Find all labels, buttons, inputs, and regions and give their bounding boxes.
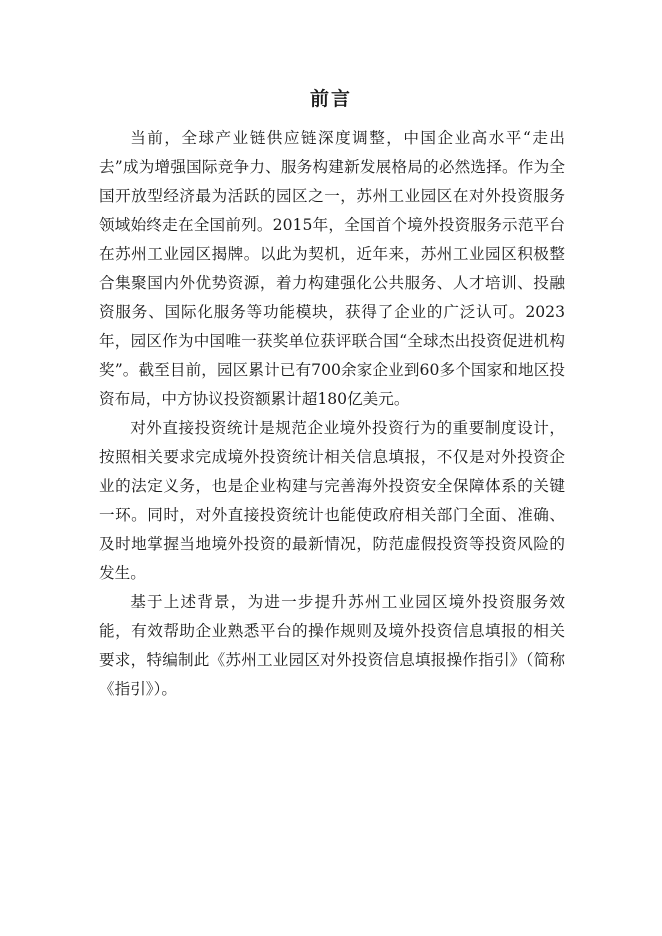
paragraph-3: 基于上述背景，为进一步提升苏州工业园区境外投资服务效能，有效帮助企业熟悉平台的操作规则及境外投资信息填报的相关要求，特编制此《苏州工业园区对外投资信息填报操作指引》（简称《指引》）。 xyxy=(99,593,565,698)
page-title: 前言 xyxy=(309,88,352,110)
body-text xyxy=(99,124,565,704)
paragraph-2: 对外直接投资统计是规范企业境外投资行为的重要制度设计，按照相关要求完成境外投资统计相关信息填报，不仅是对外投资企业的法定义务，也是企业构建与完善海外投资安全保障体系的关键一环。同时，对外直接投资统计也能使政府相关部门全面、准确、及时地掌握当地境外投资的最新情况，防范虚假投资等投资风险的发生。 xyxy=(99,419,565,582)
paragraph-1: 当前，全球产业链供应链深度调整，中国企业高水平“走出去”成为增强国际竞争力、服务构建新发展格局的必然选择。作为全国开放型经济最为活跃的园区之一，苏州工业园区在对外投资服务领域始终走在全国前列。2015年，全国首个境外投资服务示范平台在苏州工业园区揭牌。以此为契机，近年来，苏州工业园区积极整合集聚国内外优势资源，着力构建强化公共服务、人才培训、投融资服务、国际化服务等功能模块，获得了企业的广泛认可。2023年，园区作为中国唯一获奖单位获评联合国“全球杰出投资促进机构奖”。截至目前，园区累计已有700余家企业到60多个国家和地区投资布局，中方协议投资额累计超180亿美元。 xyxy=(99,129,565,408)
